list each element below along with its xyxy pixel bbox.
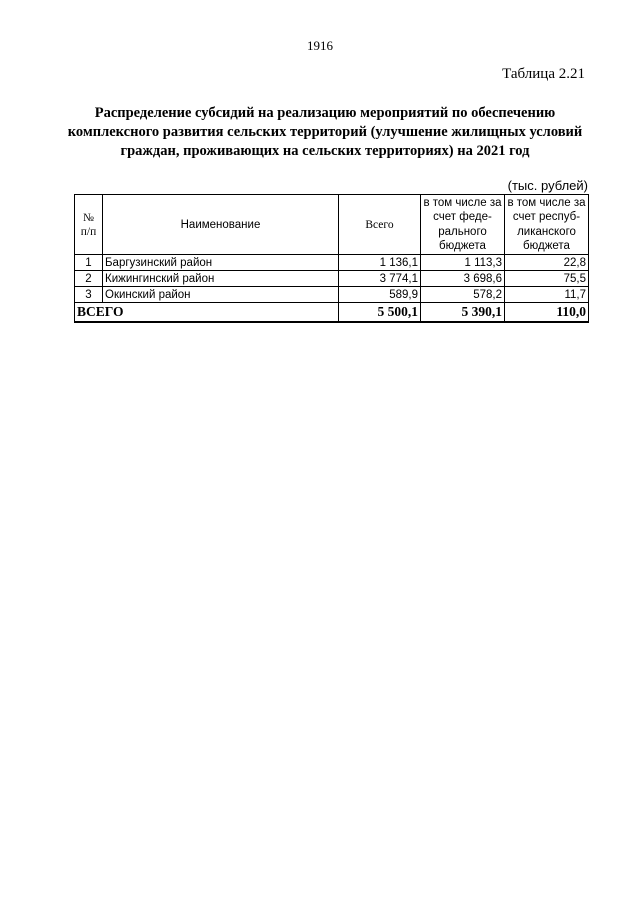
- page-number: 1916: [307, 38, 333, 53]
- subsidy-table: [74, 194, 589, 323]
- header-number-line2: п/п: [80, 225, 97, 238]
- table-row: [75, 287, 589, 303]
- header-federal: в том числе за счет феде-рального бюджета: [421, 195, 505, 255]
- row-federal: 578,2: [421, 287, 505, 303]
- units-label: (тыс. рублей): [507, 178, 588, 193]
- row-number: 1: [75, 255, 103, 271]
- header-number: [75, 195, 103, 255]
- total-sum: 5 500,1: [339, 303, 421, 323]
- row-federal: 3 698,6: [421, 271, 505, 287]
- row-name: Окинский район: [103, 287, 339, 303]
- row-republic: 22,8: [505, 255, 589, 271]
- total-federal: 5 390,1: [421, 303, 505, 323]
- row-republic: 11,7: [505, 287, 589, 303]
- table-row: [75, 271, 589, 287]
- table-header-row: [75, 195, 589, 255]
- header-republic: в том числе за счет респуб-ликанского бюджета: [505, 195, 589, 255]
- row-total: 1 136,1: [339, 255, 421, 271]
- row-number: 3: [75, 287, 103, 303]
- header-number-line1: №: [83, 211, 94, 224]
- document-title: Распределение субсидий на реализацию мероприятий по обеспечению комплексного развития сельских территорий (улучшение жилищных условий граждан, проживающих на сельских территориях) на 2021 год: [67, 105, 583, 159]
- row-total: 589,9: [339, 287, 421, 303]
- table-number: Таблица 2.21: [502, 66, 585, 82]
- row-number: 2: [75, 271, 103, 287]
- table-row: [75, 255, 589, 271]
- header-name: Наименование: [103, 195, 339, 255]
- row-federal: 1 113,3: [421, 255, 505, 271]
- row-total: 3 774,1: [339, 271, 421, 287]
- header-total: Всего: [339, 195, 421, 255]
- row-name: Баргузинский район: [103, 255, 339, 271]
- table-total-row: [75, 303, 589, 323]
- total-republic: 110,0: [505, 303, 589, 323]
- total-label: ВСЕГО: [75, 303, 339, 323]
- row-name: Кижингинский район: [103, 271, 339, 287]
- row-republic: 75,5: [505, 271, 589, 287]
